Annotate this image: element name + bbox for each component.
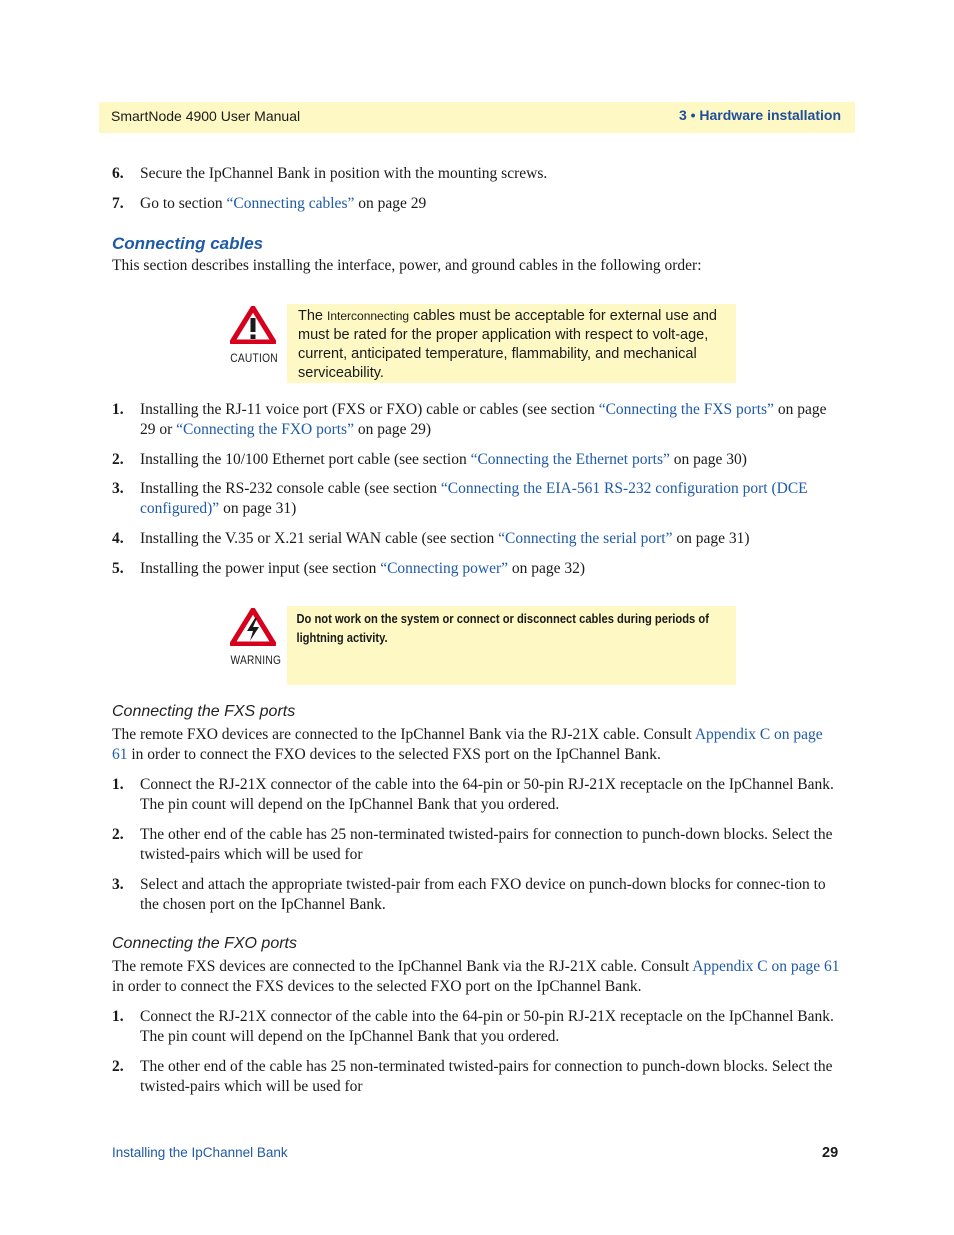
warning-note-icon bbox=[226, 608, 280, 669]
section-heading: Connecting cables bbox=[112, 234, 264, 253]
list-item: 3. Select and attach the appropriate twisted-pair from each FXO device on punch-down blocks for connec-tion to the chosen port on the IpChannel Bank. bbox=[112, 876, 826, 913]
list-item: 7. Go to section “Connecting cables” on page 29 bbox=[112, 195, 427, 212]
fxs-intro: The remote FXO devices are connected to the IpChannel Bank via the RJ-21X cable. Consult Appendix C on page 61 in order to connect the FXO devices to the selected FXS port on the IpChannel Bank. bbox=[112, 726, 823, 763]
cross-reference-link[interactable]: “Connecting the serial port” bbox=[498, 530, 673, 547]
warning-label: WARNING bbox=[230, 653, 282, 667]
cross-reference-link[interactable]: “Connecting the FXS ports” bbox=[598, 401, 774, 418]
subsection-heading: Connecting the FXS ports bbox=[112, 703, 296, 720]
caution-icon bbox=[230, 306, 276, 344]
list-item: 6. Secure the IpChannel Bank in position with the mounting screws. bbox=[112, 165, 548, 182]
chapter-title: 3 • Hardware installation bbox=[678, 107, 841, 123]
list-item: 1. Connect the RJ-21X connector of the cable into the 64-pin or 50-pin RJ-21X receptacle on the IpChannel Bank. The pin count will depend on the IpChannel Bank that you ordered. bbox=[112, 1008, 834, 1045]
footer-section-name: Installing the IpChannel Bank bbox=[112, 1145, 288, 1160]
list-item: 5. Installing the power input (see section “Connecting power” on page 32) bbox=[112, 560, 586, 577]
list-item: 3. Installing the RS-232 console cable (see section “Connecting the EIA-561 RS-232 configuration port (DCE configured)” on page 31) bbox=[112, 480, 808, 517]
list-item: 2. The other end of the cable has 25 non-terminated twisted-pairs for connection to punch-down blocks. Select the twisted-pairs which will be used for bbox=[112, 1058, 833, 1095]
appendix-link[interactable]: Appendix C on page 61 bbox=[692, 958, 840, 975]
appendix-link[interactable]: Appendix C on page 61 bbox=[112, 726, 823, 763]
cross-reference-link[interactable]: “Connecting cables” bbox=[226, 195, 355, 212]
section-intro: This section describes installing the interface, power, and ground cables in the following order: bbox=[112, 257, 702, 274]
lightning-warning-icon bbox=[230, 608, 276, 646]
subsection-heading: Connecting the FXO ports bbox=[112, 935, 297, 952]
caution-label: CAUTION bbox=[230, 351, 278, 365]
list-item: 1. Installing the RJ-11 voice port (FXS or FXO) cable or cables (see section “Connecting the FXS ports” on page 29 or “Connecting the FXO ports” on page 29) bbox=[112, 401, 827, 438]
cross-reference-link[interactable]: “Connecting power” bbox=[380, 560, 509, 577]
caution-text: The Interconnecting cables must be acceptable for external use and must be rated for the proper application with respect to volt-age, current, anticipated temperature, flammability, and mechanical serviceability. bbox=[298, 308, 717, 381]
list-item: 2. Installing the 10/100 Ethernet port cable (see section “Connecting the Ethernet ports” on page 30) bbox=[112, 451, 747, 468]
list-item: 4. Installing the V.35 or X.21 serial WAN cable (see section “Connecting the serial port” on page 31) bbox=[112, 530, 750, 547]
cross-reference-link[interactable]: “Connecting the EIA-561 RS-232 configuration port (DCE configured)” bbox=[140, 480, 808, 517]
warning-note bbox=[287, 606, 736, 685]
cross-reference-link[interactable]: “Connecting the Ethernet ports” bbox=[470, 451, 670, 468]
cross-reference-link[interactable]: “Connecting the FXO ports” bbox=[176, 421, 354, 438]
page-header bbox=[99, 102, 855, 133]
list-item: 1. Connect the RJ-21X connector of the cable into the 64-pin or 50-pin RJ-21X receptacle on the IpChannel Bank. The pin count will depend on the IpChannel Bank that you ordered. bbox=[112, 776, 834, 813]
list-item: 2. The other end of the cable has 25 non-terminated twisted-pairs for connection to punch-down blocks. Select the twisted-pairs which will be used for bbox=[112, 826, 833, 863]
caution-note bbox=[287, 304, 736, 383]
fxo-intro: The remote FXS devices are connected to the IpChannel Bank via the RJ-21X cable. Consult Appendix C on page 61 in order to connect the FXS devices to the selected FXO port on the IpChannel Bank. bbox=[112, 958, 840, 995]
warning-text: Do not work on the system or connect or disconnect cables during periods of lightning activity. bbox=[296, 611, 709, 645]
page-number: 29 bbox=[822, 1145, 839, 1161]
caution-note-icon bbox=[226, 306, 280, 367]
manual-title: SmartNode 4900 User Manual bbox=[111, 108, 301, 124]
